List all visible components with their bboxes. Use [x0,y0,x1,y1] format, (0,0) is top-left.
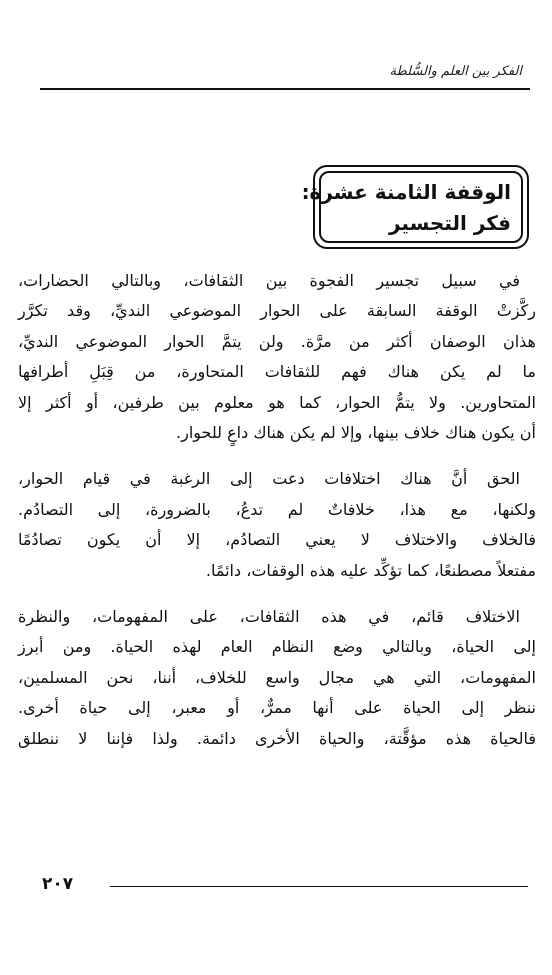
text-line: المفهومات، التي هي مجال واسع للخلاف، أننا، نحن المسلمين، [18,667,536,687]
text-line: ننظر إلى الحياة على أنها ممرٌّ، أو معبر، إلى حياة أخرى. [18,698,536,718]
text-line: المتحاورين. ولا يتمُّ الحوار، كما هو معلوم بين طرفين، أو أكثر إلا [18,392,536,412]
section-heading-inner-frame [301,171,523,243]
section-heading-box [301,165,529,249]
paragraph-3 [18,602,536,754]
section-subtitle: فكر التجسير [388,211,511,235]
text-line: هذان الوصفان أكثر من مرَّة. ولن يتمَّ الحوار الموضوعي النديِّ، [18,331,536,351]
text-line: مفتعلاً مصطنعًا، كما تؤكِّد عليه هذه الوقفات، دائمًا. [205,560,536,580]
text-line: إلى الحياة، وبالتالي وضع النظام العام لهذه الحياة. ومن أبرز [18,637,536,657]
running-header-title: الفكر بين العلم والسُّلطة [389,64,522,79]
paragraph-2 [18,464,536,586]
paragraph-1 [18,266,536,448]
text-line: ما لم يكن هناك فهم للثقافات المتحاورة، من قِبَلِ أطرافها [18,362,536,382]
section-title: الوقفة الثامنة عشرة: [301,180,511,204]
text-line: في سبيل تجسير الفجوة بين الثقافات، وبالتالي الحضارات، [18,271,520,290]
header-divider [40,88,530,90]
text-line: ركَّزتْ الوقفة السابقة على الحوار الموضوعي النديِّ، وقد تكرَّر [18,301,536,321]
footer-divider [110,886,528,887]
text-line: الحق أنَّ هناك اختلافات دعت إلى الرغبة في قيام الحوار، [18,469,520,489]
text-line: أن يكون هناك خلاف بينها، وإلا لم يكن هناك داعٍ للحوار. [176,423,536,443]
page-number: ٢٠٧ [42,874,74,894]
text-line: الاختلاف قائم، في هذه الثقافات، على المفهومات، والنظرة [18,607,520,627]
body-text [18,266,536,770]
text-line: ولكنها، مع هذا، خلافاتٌ لم تدعُ، بالضرورة، إلى التصادُم. [18,499,536,519]
text-line: فالحياة هذه مؤقَّتة، والحياة الأخرى دائمة. ولذا فإننا لا ننطلق [18,728,536,748]
text-line: فالخلاف والاختلاف لا يعني التصادُم، إلا أن يكون تصادُمًا [18,530,536,550]
